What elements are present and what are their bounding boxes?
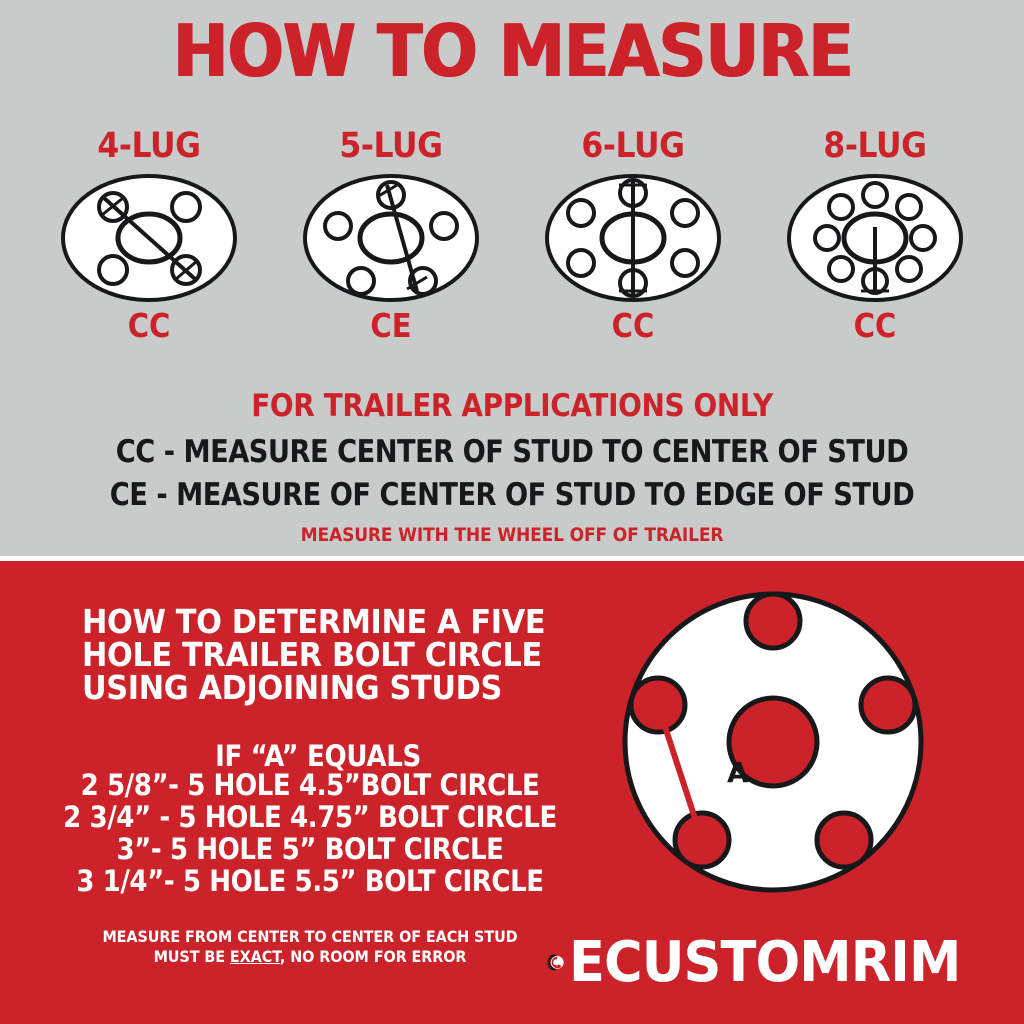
- footnote-line-2: [49, 947, 571, 967]
- footnote: [49, 927, 571, 967]
- lug-diagram-4: [44, 126, 254, 345]
- brand-name: ECUSTOMRIM: [568, 929, 961, 995]
- cc-definition: CC - MEASURE CENTER OF STUD TO CENTER OF STUD: [115, 434, 909, 470]
- lug-diagram-row: [0, 126, 1024, 345]
- bottom-heading-line-3: USING ADJOINING STUDS: [82, 668, 502, 707]
- bottom-section: [0, 561, 1024, 1024]
- lug-code: CC: [611, 306, 655, 345]
- measure-a-label: A: [727, 756, 749, 789]
- lug-diagram-6: [528, 126, 738, 345]
- lug-code: CC: [127, 306, 171, 345]
- lug-label: 8-LUG: [823, 126, 927, 166]
- bottom-heading: [82, 602, 546, 707]
- list-item: 3 1/4”- 5 HOLE 5.5” BOLT CIRCLE: [76, 864, 544, 898]
- wheel-hub-6-lug-icon: [528, 168, 738, 308]
- lug-label: 6-LUG: [581, 126, 685, 166]
- wheel-hub-5-lug-icon: [286, 168, 496, 308]
- lug-label: 5-LUG: [339, 126, 443, 166]
- footnote-line-1: MEASURE FROM CENTER TO CENTER OF EACH STUD: [102, 927, 518, 946]
- tire-logo-icon: [545, 912, 565, 1012]
- five-lug-hub-measure-icon: [605, 577, 945, 917]
- if-a-equals-label: IF “A” EQUALS: [215, 739, 421, 773]
- brand-logo: [545, 907, 985, 1017]
- wheel-hub-4-lug-icon: [44, 168, 254, 308]
- lug-diagram-5: [286, 126, 496, 345]
- footnote-pre: MUST BE: [153, 947, 230, 966]
- wheel-hub-8-lug-icon: [770, 168, 980, 308]
- lug-code: CC: [853, 306, 897, 345]
- footnote-emphasis: EXACT: [229, 947, 280, 966]
- page-title: HOW TO MEASURE: [172, 9, 852, 93]
- list-item: 2 5/8”- 5 HOLE 4.5”BOLT CIRCLE: [80, 768, 540, 802]
- bolt-circle-list: [10, 769, 610, 897]
- lug-diagram-8: [770, 126, 980, 345]
- footnote-post: , NO ROOM FOR ERROR: [279, 947, 467, 966]
- list-item: 3”- 5 HOLE 5” BOLT CIRCLE: [116, 832, 504, 866]
- bottom-heading-line-2: HOLE TRAILER BOLT CIRCLE: [82, 635, 542, 674]
- ce-definition: CE - MEASURE OF CENTER OF STUD TO EDGE OF STUD: [109, 477, 915, 513]
- bottom-heading-line-1: HOW TO DETERMINE A FIVE: [82, 602, 546, 641]
- wheel-off-note: MEASURE WITH THE WHEEL OFF OF TRAILER: [300, 524, 724, 546]
- trailer-applications-note: FOR TRAILER APPLICATIONS ONLY: [251, 388, 773, 424]
- lug-label: 4-LUG: [97, 126, 201, 166]
- list-item: 2 3/4” - 5 HOLE 4.75” BOLT CIRCLE: [63, 800, 557, 834]
- lug-code: CE: [370, 306, 412, 345]
